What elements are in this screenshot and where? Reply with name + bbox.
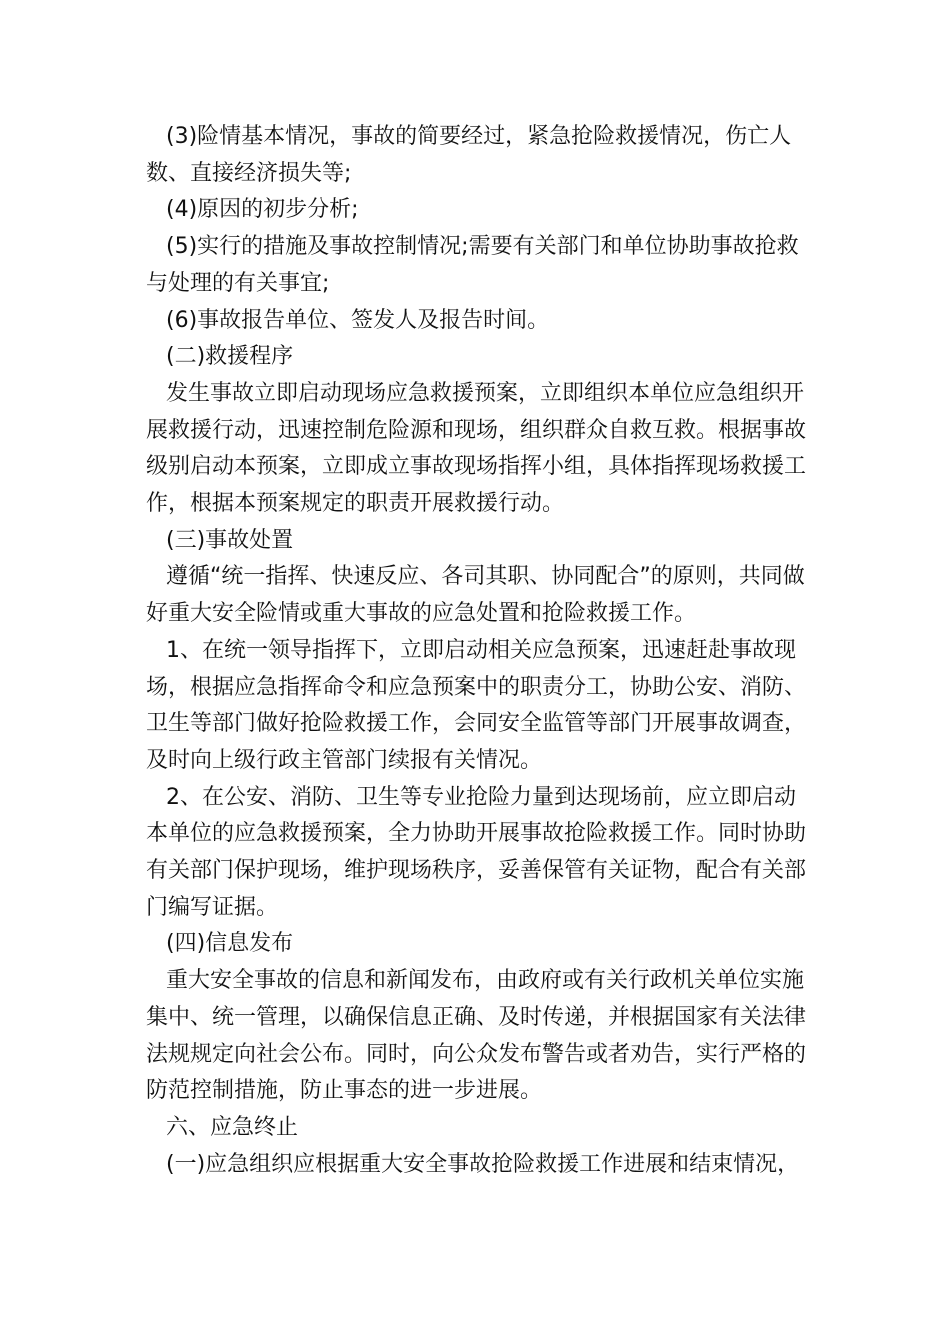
section-heading-emergency-termination: 六、应急终止: [166, 1114, 299, 1140]
paragraph-handling-item-2: 2、在公安、消防、卫生等专业抢险力量到达现场前，应立即启动本单位的应急救援预案，全力协助开展事故抢险救援工作。同时协助有关部门保护现场，维护现场秩序，妥善保管有关证物，配合有关部门编写证据。: [146, 784, 807, 920]
section-heading-information-release: (四)信息发布: [166, 931, 294, 957]
paragraph-termination-item-1: (一)应急组织应根据重大安全事故抢险救援工作进展和结束情况，: [166, 1151, 800, 1177]
paragraph-item-6: (6)事故报告单位、签发人及报告时间。: [166, 307, 550, 333]
paragraph-rescue-procedure: 发生事故立即启动现场应急救援预案，立即组织本单位应急组织开展救援行动，迅速控制危险源和现场，组织群众自救互救。根据事故级别启动本预案，立即成立事故现场指挥小组，具体指挥现场救援工作，根据本预案规定的职责开展救援行动。: [146, 380, 807, 517]
paragraph-item-4: (4)原因的初步分析;: [166, 197, 359, 223]
document-page: [146, 119, 806, 1183]
paragraph-item-3: (3)险情基本情况，事故的简要经过，紧急抢险救援情况，伤亡人数、直接经济损失等;: [146, 124, 792, 186]
paragraph-handling-item-1: 1、在统一领导指挥下，立即启动相关应急预案，迅速赶赴事故现场，根据应急指挥命令和应急预案中的职责分工，协助公安、消防、卫生等部门做好抢险救援工作，会同安全监管等部门开展事故调查，及时向上级行政主管部门续报有关情况。: [146, 637, 807, 773]
section-heading-rescue-procedure: (二)救援程序: [166, 344, 294, 370]
paragraph-item-5: (5)实行的措施及事故控制情况;需要有关部门和单位协助事故抢救与处理的有关事宜;: [146, 234, 799, 296]
section-heading-accident-handling: (三)事故处置: [166, 527, 294, 553]
paragraph-handling-principle: 遵循“统一指挥、快速反应、各司其职、协同配合”的原则，共同做好重大安全险情或重大事故的应急处置和抢险救援工作。: [146, 564, 805, 627]
paragraph-information-release: 重大安全事故的信息和新闻发布，由政府或有关行政机关单位实施集中、统一管理，以确保信息正确、及时传递，并根据国家有关法律法规规定向社会公布。同时，向公众发布警告或者劝告，实行严格的防范控制措施，防止事态的进一步进展。: [146, 968, 807, 1104]
